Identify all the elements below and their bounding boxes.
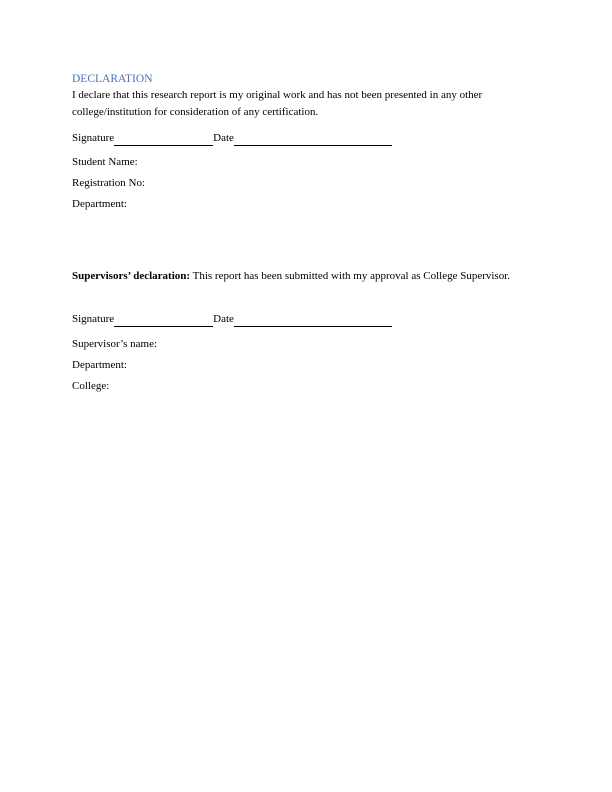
signature-label: Signature [72, 313, 115, 325]
supervisor-signature-line [72, 311, 392, 327]
signature-label: Signature [72, 132, 115, 144]
student-signature-line [72, 130, 392, 146]
registration-no-field: Registration No: [72, 177, 146, 189]
supervisor-declaration-lead: Supervisors’ declaration: [72, 270, 191, 282]
date-label: Date [213, 313, 234, 325]
date-blank [234, 314, 392, 327]
supervisor-name-field: Supervisor’s name: [72, 338, 158, 350]
signature-blank [114, 314, 213, 327]
supervisor-department-field: Department: [72, 359, 127, 371]
date-label: Date [213, 132, 234, 144]
supervisor-declaration-text: This report has been submitted with my approval as College Supervisor. [190, 270, 511, 282]
student-declaration-statement: I declare that this research report is my original work and has not been presented in any other college/institution for consideration of any certification. [72, 89, 483, 118]
student-department-field: Department: [72, 198, 127, 210]
date-blank [234, 133, 392, 146]
student-name-field: Student Name: [72, 156, 138, 168]
supervisor-declaration-statement [72, 268, 540, 285]
college-field: College: [72, 380, 110, 392]
signature-blank [114, 133, 213, 146]
declaration-heading: DECLARATION [72, 73, 153, 85]
